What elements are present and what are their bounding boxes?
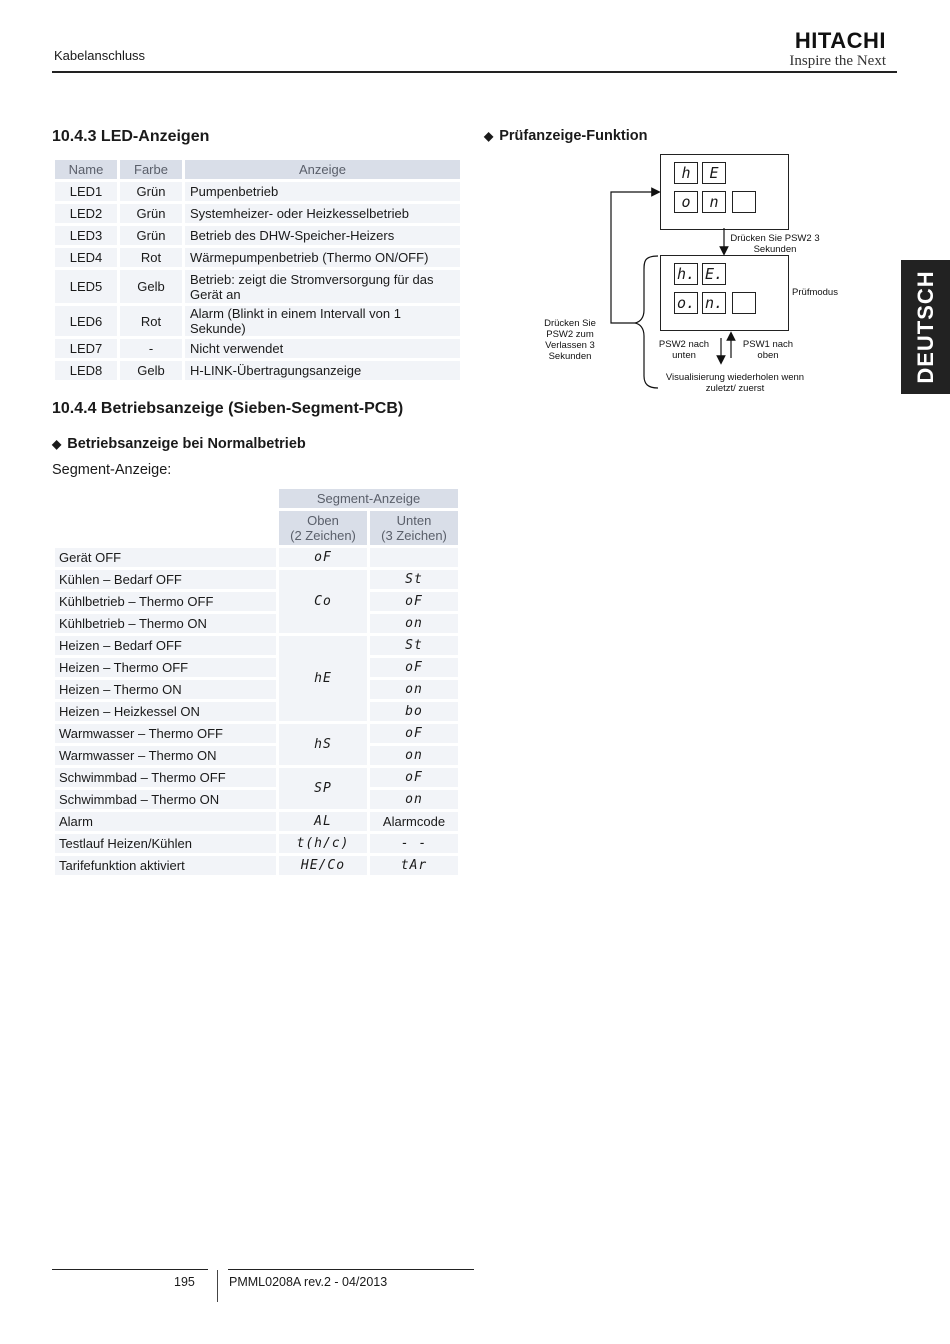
diamond-bullet-icon: ◆ bbox=[484, 129, 494, 143]
led-section-title: 10.4.3 LED-Anzeigen bbox=[52, 128, 210, 145]
blank-cell bbox=[55, 489, 276, 508]
segment-row-label: Kühlbetrieb – Thermo OFF bbox=[55, 592, 276, 611]
table-row bbox=[55, 339, 460, 358]
table-row bbox=[55, 548, 458, 567]
footer-rule bbox=[52, 1269, 208, 1270]
segment-row-label: Heizen – Thermo OFF bbox=[55, 658, 276, 677]
table-row bbox=[55, 270, 460, 303]
table-row bbox=[55, 182, 460, 201]
segment-top-code: AL bbox=[279, 812, 367, 831]
check-section-title bbox=[484, 128, 647, 144]
brand-tagline: Inspire the Next bbox=[789, 53, 886, 69]
segment-row-label: Heizen – Bedarf OFF bbox=[55, 636, 276, 655]
segment-top-code: hE bbox=[279, 636, 367, 721]
segment-bottom-code: St bbox=[370, 570, 458, 589]
segment-col-top bbox=[279, 511, 367, 545]
table-row bbox=[55, 658, 458, 677]
led-color: - bbox=[120, 339, 182, 358]
segment-bottom-code: oF bbox=[370, 592, 458, 611]
display-digit: h bbox=[674, 162, 698, 184]
led-text: Betrieb des DHW-Speicher-Heizers bbox=[185, 226, 460, 245]
led-text: Systemheizer- oder Heizkesselbetrieb bbox=[185, 204, 460, 223]
header-section-title: Kabelanschluss bbox=[54, 48, 146, 63]
segment-row-label: Kühlen – Bedarf OFF bbox=[55, 570, 276, 589]
page-number: 195 bbox=[174, 1275, 195, 1289]
footer-separator bbox=[217, 1270, 218, 1302]
segment-row-label: Schwimmbad – Thermo OFF bbox=[55, 768, 276, 787]
footer-rule bbox=[228, 1269, 474, 1270]
led-col-color: Farbe bbox=[120, 160, 182, 179]
label-psw2-down: PSW2 nach unten bbox=[658, 339, 710, 361]
blank-cell bbox=[55, 511, 276, 545]
led-table-header bbox=[55, 160, 460, 179]
led-text: Pumpenbetrieb bbox=[185, 182, 460, 201]
op-subtitle-text: Betriebsanzeige bei Normalbetrieb bbox=[67, 436, 306, 452]
table-row bbox=[55, 306, 460, 336]
led-name: LED7 bbox=[55, 339, 117, 358]
segment-top-code: HE/Co bbox=[279, 856, 367, 875]
op-subtitle bbox=[52, 436, 306, 452]
segment-bottom-code: Alarmcode bbox=[370, 812, 458, 831]
led-name: LED3 bbox=[55, 226, 117, 245]
display-digit: n bbox=[702, 191, 726, 213]
led-text: Wärmepumpenbetrieb (Thermo ON/OFF) bbox=[185, 248, 460, 267]
led-color: Rot bbox=[120, 248, 182, 267]
led-color: Gelb bbox=[120, 270, 182, 303]
segment-top-code: t(h/c) bbox=[279, 834, 367, 853]
led-table bbox=[52, 157, 463, 383]
table-row bbox=[55, 790, 458, 809]
table-row bbox=[55, 226, 460, 245]
led-text: H-LINK-Übertragungsanzeige bbox=[185, 361, 460, 380]
led-color: Grün bbox=[120, 226, 182, 245]
led-color: Grün bbox=[120, 182, 182, 201]
brace bbox=[635, 256, 658, 388]
segment-row-label: Kühlbetrieb – Thermo ON bbox=[55, 614, 276, 633]
table-row bbox=[55, 614, 458, 633]
document-id: PMML0208A rev.2 - 04/2013 bbox=[229, 1275, 388, 1289]
segment-row-label: Warmwasser – Thermo OFF bbox=[55, 724, 276, 743]
led-name: LED4 bbox=[55, 248, 117, 267]
segment-bottom-code: oF bbox=[370, 724, 458, 743]
label-psw2-3s: Drücken Sie PSW2 3 Sekunden bbox=[730, 233, 820, 255]
segment-head: Segment-Anzeige bbox=[279, 489, 458, 508]
segment-bottom-code: on bbox=[370, 746, 458, 765]
label-repeat: Visualisierung wiederholen wenn zuletzt/ zuerst bbox=[665, 372, 805, 394]
segment-row-label: Gerät OFF bbox=[55, 548, 276, 567]
led-name: LED2 bbox=[55, 204, 117, 223]
segment-bottom-code: oF bbox=[370, 768, 458, 787]
op-section-title: 10.4.4 Betriebsanzeige (Sieben-Segment-PCB) bbox=[52, 400, 404, 417]
segment-bottom-code bbox=[370, 548, 458, 567]
segment-col-bottom bbox=[370, 511, 458, 545]
segment-top-code: SP bbox=[279, 768, 367, 809]
segment-bottom-code: - - bbox=[370, 834, 458, 853]
led-color: Grün bbox=[120, 204, 182, 223]
segment-table bbox=[52, 486, 461, 878]
table-row bbox=[55, 204, 460, 223]
segment-bottom-code: on bbox=[370, 680, 458, 699]
check-flow-arrows bbox=[600, 150, 860, 400]
col-top-line2: (2 Zeichen) bbox=[290, 528, 356, 543]
language-tab-label: DEUTSCH bbox=[912, 270, 938, 384]
display-digit: h. bbox=[674, 263, 698, 285]
led-text: Alarm (Blinkt in einem Intervall von 1 Sekunde) bbox=[185, 306, 460, 336]
table-row bbox=[55, 570, 458, 589]
segment-top-code: Co bbox=[279, 570, 367, 633]
brand-name: HITACHI bbox=[794, 28, 886, 53]
led-name: LED1 bbox=[55, 182, 117, 201]
table-row bbox=[55, 724, 458, 743]
col-bottom-line2: (3 Zeichen) bbox=[381, 528, 447, 543]
label-psw1-up: PSW1 nach oben bbox=[742, 339, 794, 361]
table-row bbox=[55, 834, 458, 853]
segment-bottom-code: bo bbox=[370, 702, 458, 721]
led-name: LED6 bbox=[55, 306, 117, 336]
label-check-mode: Prüfmodus bbox=[792, 287, 838, 298]
segment-bottom-code: on bbox=[370, 614, 458, 633]
table-row bbox=[55, 856, 458, 875]
segment-intro: Segment-Anzeige: bbox=[52, 462, 172, 478]
display-digit: n. bbox=[702, 292, 726, 314]
segment-bottom-code: St bbox=[370, 636, 458, 655]
table-row bbox=[55, 812, 458, 831]
table-row bbox=[55, 702, 458, 721]
check-section-title-text: Prüfanzeige-Funktion bbox=[499, 128, 648, 144]
segment-row-label: Tarifefunktion aktiviert bbox=[55, 856, 276, 875]
table-row bbox=[55, 746, 458, 765]
led-color: Gelb bbox=[120, 361, 182, 380]
table-row bbox=[55, 361, 460, 380]
segment-row-label: Heizen – Heizkessel ON bbox=[55, 702, 276, 721]
language-tab bbox=[901, 260, 950, 394]
segment-bottom-code: tAr bbox=[370, 856, 458, 875]
led-text: Betrieb: zeigt die Stromversorgung für das Gerät an bbox=[185, 270, 460, 303]
display-digit: o bbox=[674, 191, 698, 213]
segment-top-code: hS bbox=[279, 724, 367, 765]
diamond-bullet-icon: ◆ bbox=[52, 437, 62, 451]
segment-row-label: Heizen – Thermo ON bbox=[55, 680, 276, 699]
display-digit: E bbox=[702, 162, 726, 184]
led-col-name: Name bbox=[55, 160, 117, 179]
led-name: LED5 bbox=[55, 270, 117, 303]
segment-bottom-code: on bbox=[370, 790, 458, 809]
segment-row-label: Schwimmbad – Thermo ON bbox=[55, 790, 276, 809]
led-color: Rot bbox=[120, 306, 182, 336]
table-row bbox=[55, 592, 458, 611]
led-text: Nicht verwendet bbox=[185, 339, 460, 358]
led-name: LED8 bbox=[55, 361, 117, 380]
display-digit: E. bbox=[702, 263, 726, 285]
segment-top-code: oF bbox=[279, 548, 367, 567]
table-row bbox=[55, 768, 458, 787]
table-row bbox=[55, 680, 458, 699]
table-row bbox=[55, 636, 458, 655]
segment-bottom-code: oF bbox=[370, 658, 458, 677]
segment-row-label: Testlauf Heizen/Kühlen bbox=[55, 834, 276, 853]
col-top-line1: Oben bbox=[307, 513, 339, 528]
table-row bbox=[55, 248, 460, 267]
brand-logo bbox=[789, 30, 886, 70]
header-rule bbox=[52, 71, 897, 73]
segment-row-label: Alarm bbox=[55, 812, 276, 831]
col-bottom-line1: Unten bbox=[396, 513, 432, 528]
label-exit: Drücken Sie PSW2 zum Verlassen 3 Sekunden bbox=[544, 318, 596, 362]
display-digit: o. bbox=[674, 292, 698, 314]
segment-row-label: Warmwasser – Thermo ON bbox=[55, 746, 276, 765]
led-col-display: Anzeige bbox=[185, 160, 460, 179]
